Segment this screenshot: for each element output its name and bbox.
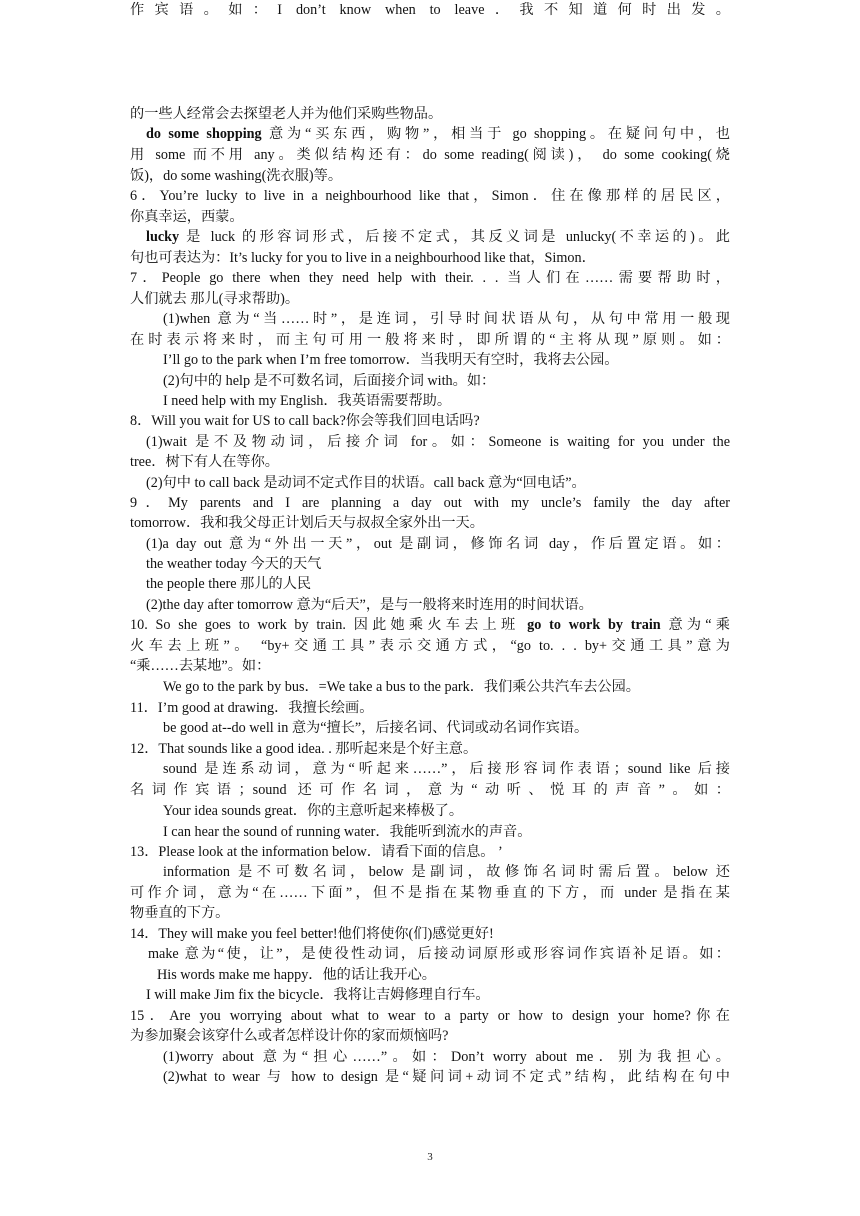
- text-line: make 意为“使，让”，是使役性动词，后接动词原形或形容词作宾语补足语。如：: [148, 946, 730, 962]
- text-line: 13．Please look at the information below．请看下面的信息。 ’: [130, 844, 503, 860]
- text-line: I will make Jim fix the bicycle．我将让吉姆修理自行车。: [146, 987, 490, 1003]
- text-line: 用 some 而不用 any。类似结构还有：do some reading(阅读)， do some cooking(烧: [130, 147, 730, 163]
- text-line: 8．Will you wait for US to call back?你会等我们回电话吗?: [130, 413, 480, 429]
- bold-term: lucky: [146, 229, 180, 245]
- text-line: 作宾语。如：I don’t know when to leave．我不知道何时出发。: [130, 2, 730, 18]
- text-line: (1)when 意为“当……时”，是连词，引导时间状语从句，从句中常用一般现: [163, 311, 730, 327]
- text-line: sound 是连系动词，意为“听起来……”，后接形容词作表语；sound like 后接: [163, 761, 730, 777]
- text-line: 6．You’re lucky to live in a neighbourhood like that，Simon．住在像那样的居民区，: [130, 188, 730, 204]
- line-text: 10. So she goes to work by train. 因此她乘火车去上班: [130, 617, 528, 633]
- text-line: 你真幸运，西蒙。: [130, 209, 244, 225]
- text-line: tomorrow．我和我父母正计划后天与叔叔全家外出一天。: [130, 515, 484, 531]
- text-line: 可作介词，意为“在……下面”，但不是指在某物垂直的下方，而 under 是指在某: [130, 885, 730, 901]
- text-line: 9．My parents and I are planning a day out with my uncle’s family the day after: [130, 495, 730, 511]
- text-line: I can hear the sound of running water．我能听到流水的声音。: [163, 824, 532, 840]
- text-line: 名词作宾语；sound 还可作名词，意为“动听、悦耳的声音”。如：: [130, 782, 730, 798]
- text-line: His words make me happy．他的话让我开心。: [157, 967, 436, 983]
- text-line: 的一些人经常会去探望老人并为他们采购些物品。: [130, 106, 443, 122]
- text-line: 为参加聚会该穿什么或者怎样设计你的家而烦恼吗?: [130, 1028, 449, 1044]
- text-line: [146, 227, 730, 247]
- text-line: (1)wait 是不及物动词，后接介词 for。如：Someone is waiting for you under the: [146, 434, 730, 450]
- text-line: 句也可表达为：It’s lucky for you to live in a neighbourhood like that，Simon．: [130, 250, 596, 266]
- page-number: 3: [427, 1151, 433, 1163]
- text-line: be good at--do well in 意为“擅长”，后接名词、代词或动名词作宾语。: [163, 720, 589, 736]
- text-line: 饭)，do some washing(洗衣服)等。: [130, 168, 343, 184]
- text-line: (1)a day out 意为“外出一天”，out 是副词，修饰名词 day，作后置定语。如：: [146, 536, 730, 552]
- text-line: 11．I’m good at drawing．我擅长绘画。: [130, 700, 374, 716]
- text-line: the weather today 今天的天气: [146, 556, 322, 572]
- line-text: 意为“乘: [660, 617, 730, 633]
- text-line: 7．People go there when they need help with their. . . 当人们在……需要帮助时，: [130, 270, 730, 286]
- text-line: 人们就去 那儿(寻求帮助)。: [130, 291, 300, 307]
- text-line: (2)句中的 help 是不可数名词，后面接介词 with。如：: [163, 373, 496, 389]
- text-line: I need help with my English．我英语需要帮助。: [163, 393, 452, 409]
- text-line: (2)what to wear 与 how to design 是“疑问词+动词不定式”结构，此结构在句中: [163, 1069, 730, 1085]
- bold-term: go to work by train: [527, 617, 661, 633]
- text-line: “乘……去某地”。如：: [130, 658, 271, 674]
- line-text: 是 luck 的形容词形式，后接不定式，其反义词是 unlucky(不幸运的)。此: [179, 229, 730, 245]
- text-line: information 是不可数名词，below 是副词，故修饰名词时需后置。below 还: [163, 864, 730, 880]
- text-line: 12．That sounds like a good idea. . 那听起来是个好主意。: [130, 741, 478, 757]
- text-line: 14．They will make you feel better!他们将使你(们)感觉更好!: [130, 926, 494, 942]
- text-line: We go to the park by bus．=We take a bus to the park．我们乘公共汽车去公园。: [163, 679, 640, 695]
- bold-term: do some shopping: [146, 126, 262, 142]
- text-line: (2)the day after tomorrow 意为“后天”，是与一般将来时连用的时间状语。: [146, 597, 593, 613]
- text-line: (1)worry about 意为“担心……”。如：Don’t worry about me．别为我担心。: [163, 1049, 730, 1065]
- text-line: [130, 615, 730, 635]
- text-line: I’ll go to the park when I’m free tomorrow．当我明天有空时，我将去公园。: [163, 352, 619, 368]
- text-line: Your idea sounds great．你的主意听起来棒极了。: [163, 803, 464, 819]
- text-line: 火车去上班”。 “by+交通工具”表示交通方式，“go to. . . by+交通工具”意为: [130, 638, 730, 654]
- text-line: 在时表示将来时，而主句可用一般将来时，即所谓的“主将从现”原则。如：: [130, 332, 730, 348]
- text-line: [146, 124, 730, 144]
- text-line: 物垂直的下方。: [130, 905, 230, 921]
- text-line: 15．Are you worrying about what to wear to a party or how to design your home?你在: [130, 1008, 730, 1024]
- text-line: the people there 那儿的人民: [146, 576, 312, 592]
- text-line: tree．树下有人在等你。: [130, 454, 279, 470]
- text-line: (2)句中 to call back 是动词不定式作目的状语。call back 意为“回电话”。: [146, 475, 586, 491]
- line-text: 意为“买东西，购物”，相当于 go shopping。在疑问句中，也: [261, 126, 730, 142]
